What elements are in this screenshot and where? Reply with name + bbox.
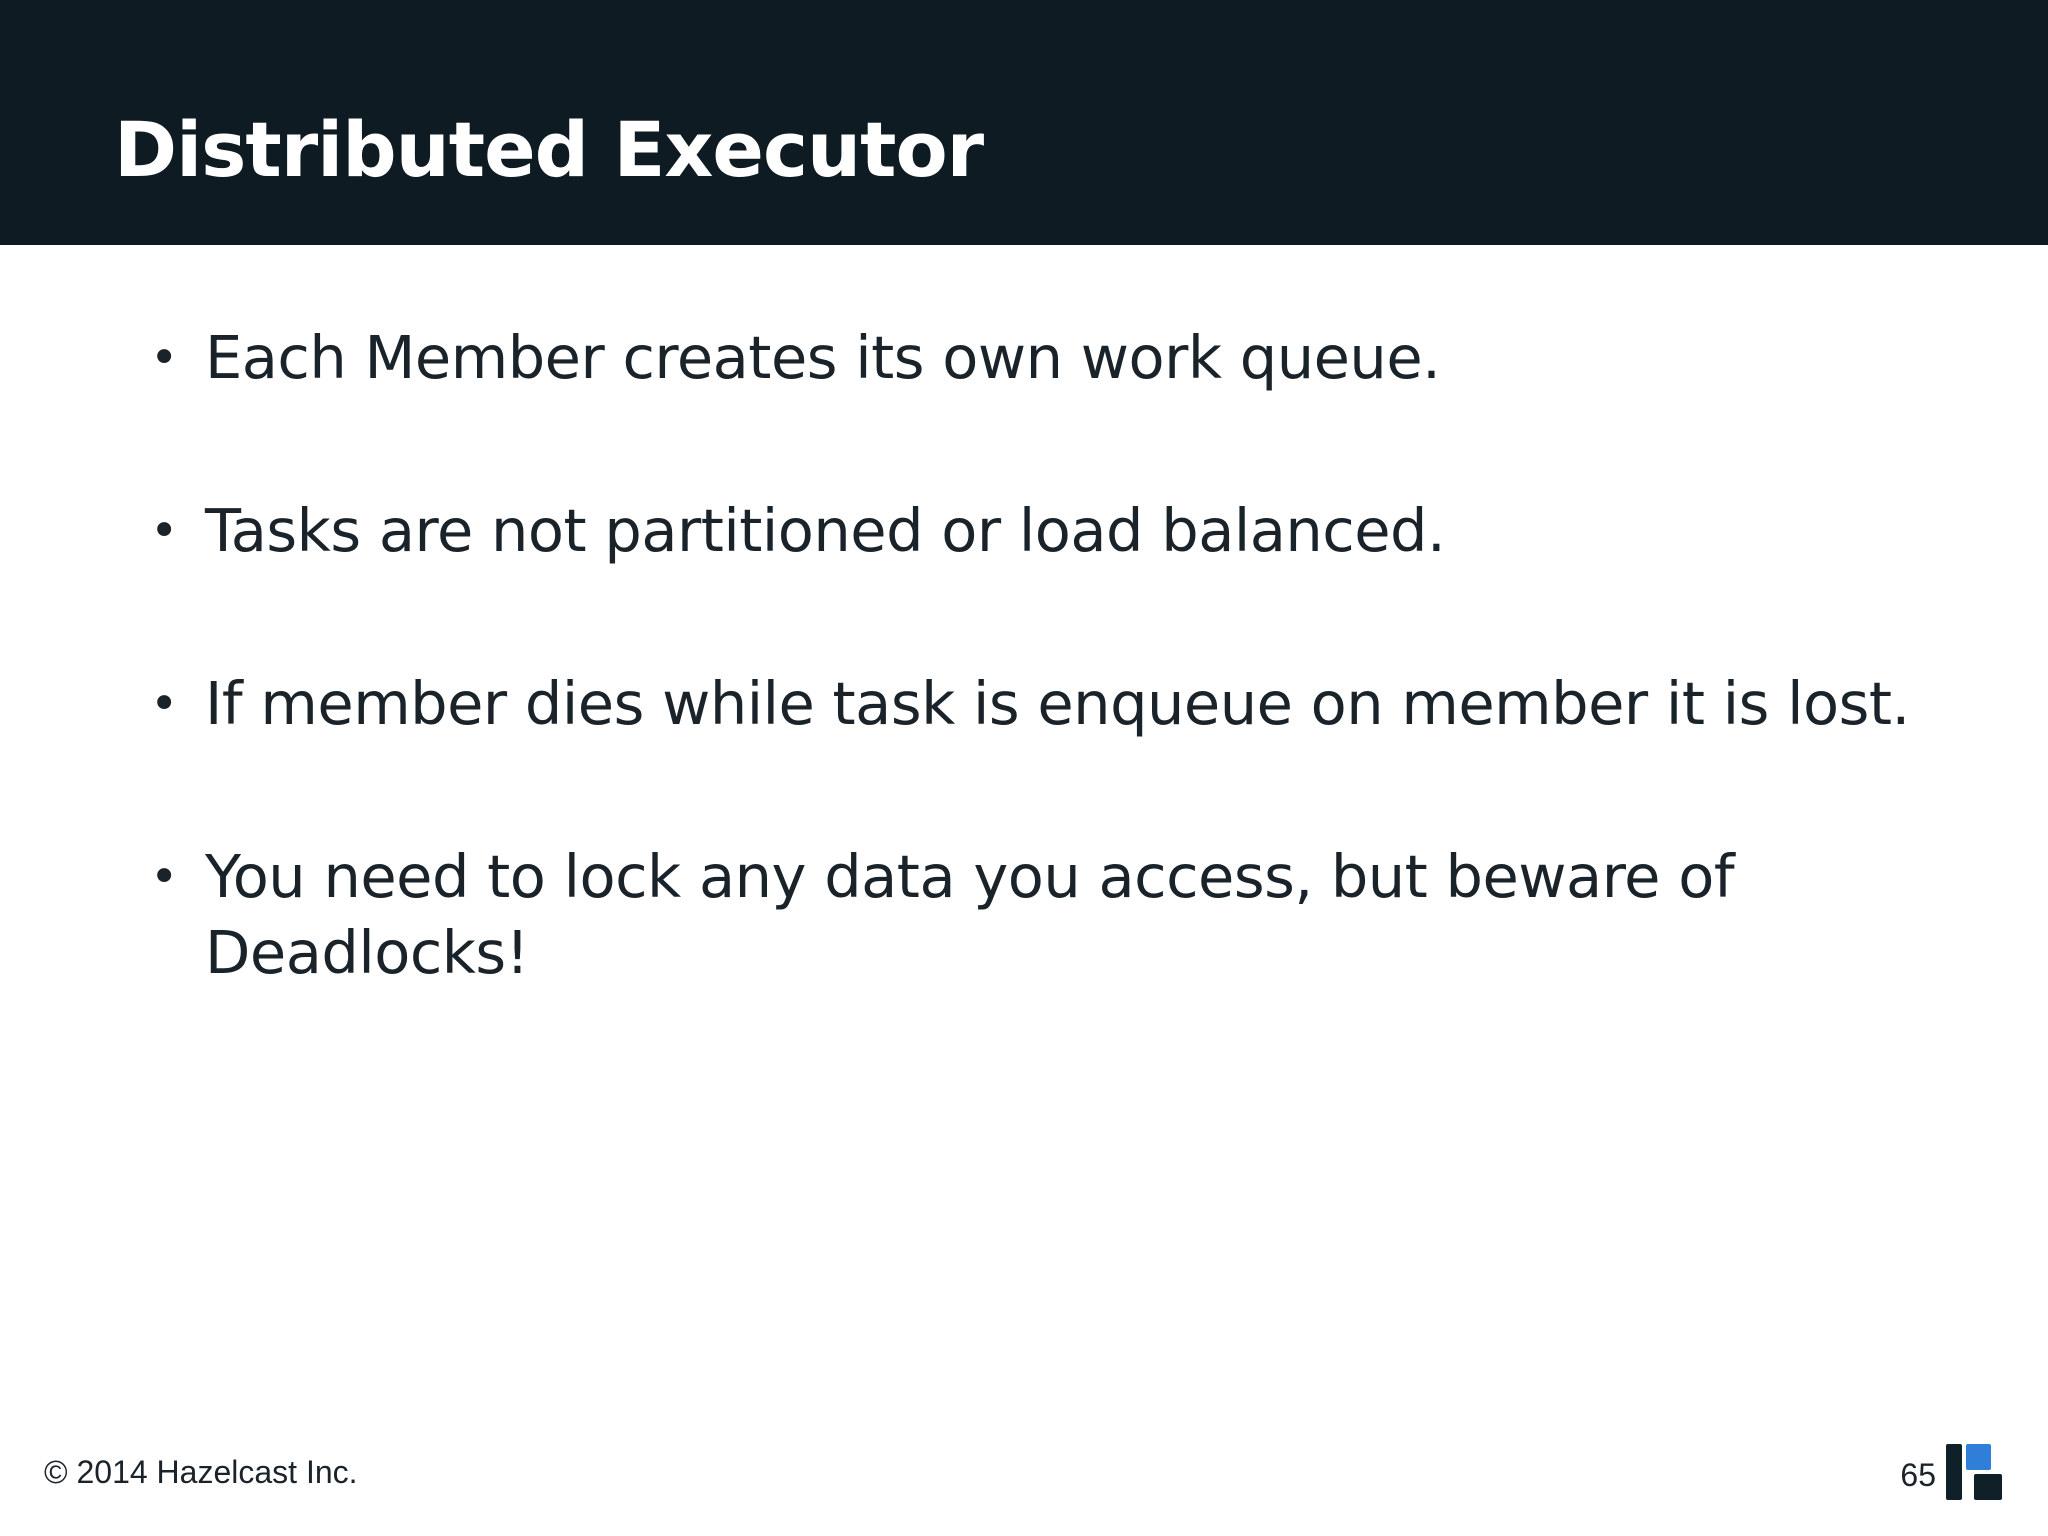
bullet-text: If member dies while task is enqueue on member it is lost.: [205, 669, 1910, 738]
bullet-text: Each Member creates its own work queue.: [205, 323, 1441, 392]
bullet-dot-icon: •: [150, 330, 178, 386]
hazelcast-logo-icon: [1946, 1444, 2002, 1500]
bullet-item: [150, 839, 2000, 991]
bullet-text: Tasks are not partitioned or load balanced.: [205, 496, 1446, 565]
header-bar: [0, 0, 2048, 245]
bullet-dot-icon: •: [150, 849, 178, 905]
page-number: 65: [1900, 1457, 1936, 1493]
bullet-text: You need to lock any data you access, but beware of Deadlocks!: [205, 842, 1735, 987]
logo-top-right-square: [1966, 1444, 1991, 1470]
bullet-item: [150, 493, 2000, 569]
bullet-dot-icon: •: [150, 503, 178, 559]
slide-title: Distributed Executor: [114, 105, 984, 194]
logo-left-bar: [1946, 1444, 1962, 1500]
logo-bottom-right-square: [1974, 1474, 2002, 1500]
bullet-list: [150, 320, 2000, 991]
footer-copyright: © 2014 Hazelcast Inc.: [44, 1454, 358, 1490]
bullet-item: [150, 666, 2000, 742]
bullet-item: [150, 320, 2000, 396]
bullet-dot-icon: •: [150, 676, 178, 732]
